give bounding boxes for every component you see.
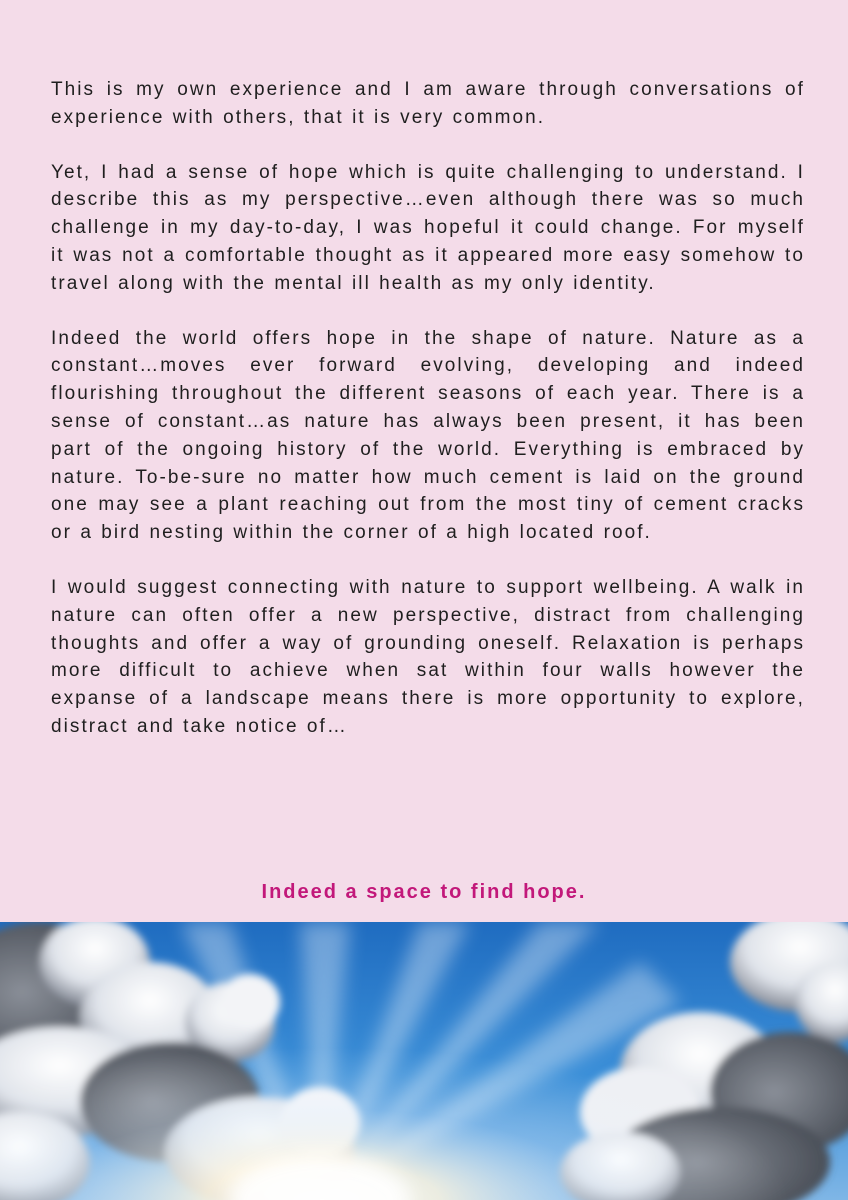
body-text	[51, 76, 805, 768]
paragraph-experience: This is my own experience and I am aware through conversations of experience with others, that it is very common.	[51, 79, 805, 128]
paragraph-nature: Indeed the world offers hope in the shape of nature. Nature as a constant…moves ever forward evolving, developing and indeed flourishing throughout the different seasons of each year. There is a sense of constant…as nature has always been present, it has been part of the ongoing history of the world. Everything is embraced by nature. To-be-sure no matter how much cement is laid on the ground one may see a plant reaching out from the most tiny of cement cracks or a bird nesting within the corner of a high located roof.	[51, 327, 805, 544]
paragraph-wellbeing: I would suggest connecting with nature to support wellbeing. A walk in nature can often offer a new perspective, distract from challenging thoughts and offer a way of grounding oneself. Relaxation is perhaps more difficult to achieve when sat within four walls however the expanse of a landscape means there is more opportunity to explore, distract and take notice of…	[51, 576, 805, 737]
tagline: Indeed a space to find hope.	[261, 881, 587, 903]
sky-clouds-image	[0, 922, 848, 1200]
paragraph-hope: Yet, I had a sense of hope which is quite challenging to understand. I describe this as my perspective…even although there was so much challenge in my day-to-day, I was hopeful it could change. For myself it was not a comfortable thought as it appeared more easy somehow to travel along with the mental ill health as my only identity.	[51, 161, 805, 294]
